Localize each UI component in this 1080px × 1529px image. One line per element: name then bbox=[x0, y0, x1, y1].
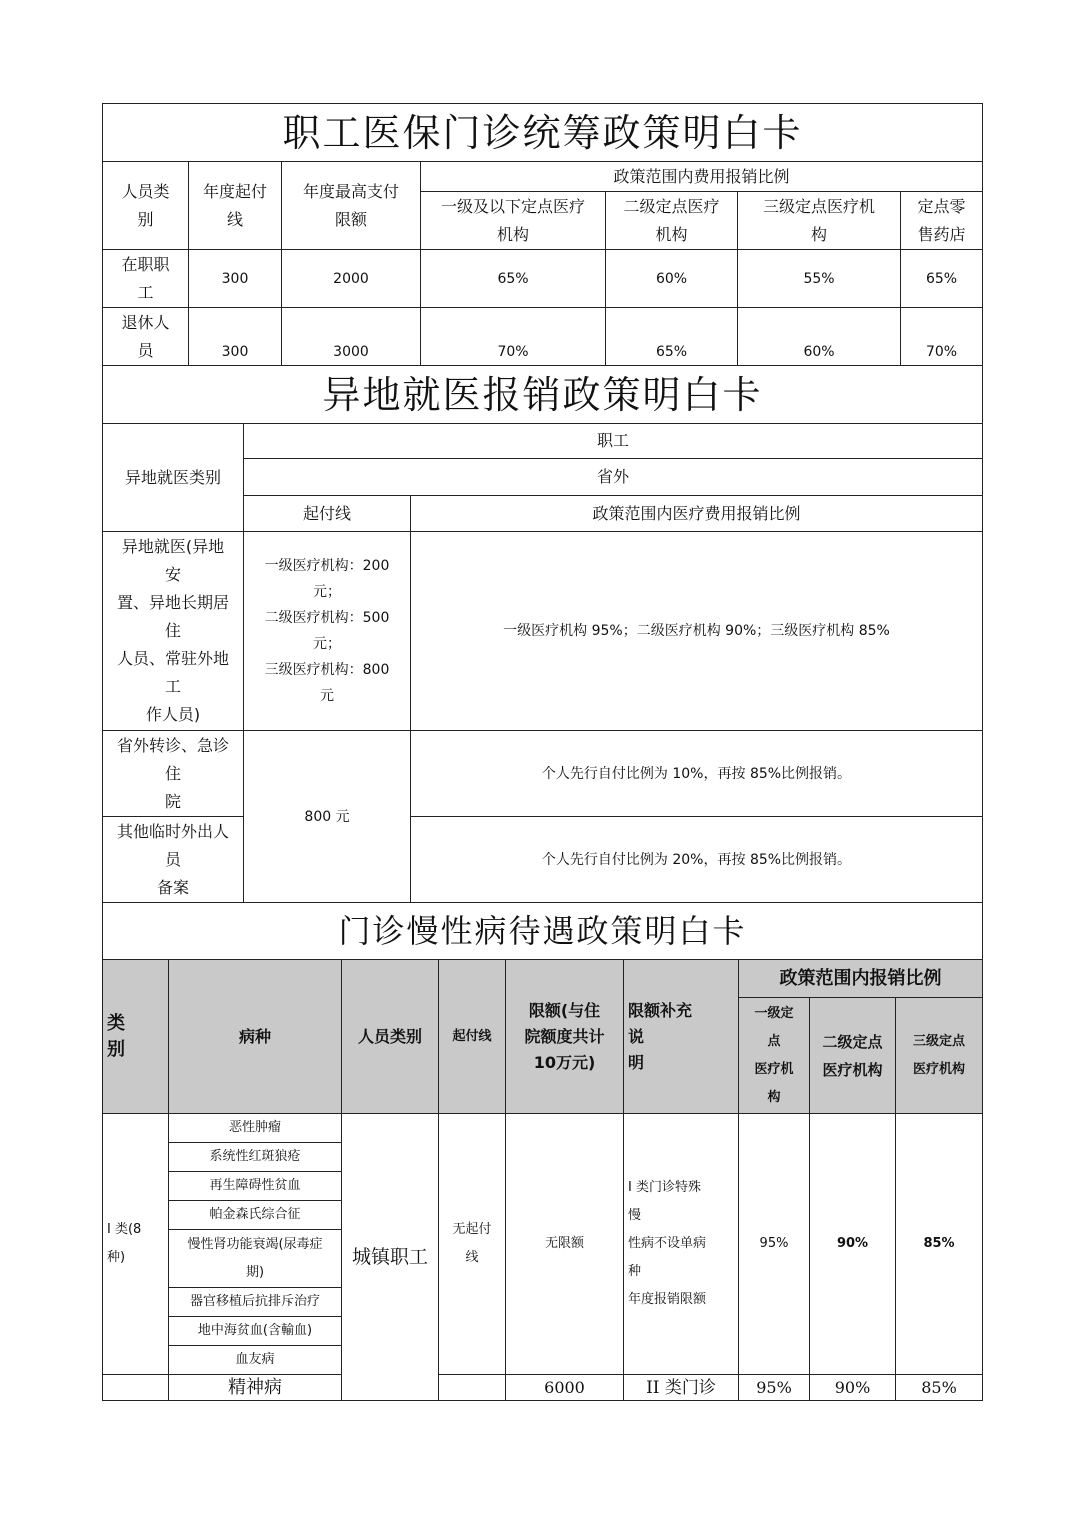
row-person-type: 退休人 员 bbox=[103, 308, 189, 366]
header-deductible: 年度起付 线 bbox=[189, 162, 282, 250]
chronic-disease-table bbox=[102, 902, 983, 1401]
class2-level3: 85% bbox=[896, 1375, 983, 1401]
class2-deductible bbox=[439, 1375, 506, 1401]
offsite-policy-table bbox=[102, 365, 983, 903]
row-deductible: 300 bbox=[189, 308, 282, 366]
row-level2: 65% bbox=[606, 308, 738, 366]
header-ratio-title: 政策范围内费用报销比例 bbox=[421, 162, 983, 192]
offsite-category: 异地就医(异地 安 置、异地长期居 住 人员、常驻外地 工 作人员) bbox=[103, 532, 244, 731]
table-row bbox=[103, 532, 983, 731]
offsite-ratio: 一级医疗机构 95%；二级医疗机构 90%；三级医疗机构 85% bbox=[411, 532, 983, 731]
header-level1: 一级定 点 医疗机 构 bbox=[739, 998, 810, 1114]
header-limit: 限额(与住 院额度共计 10万元) bbox=[506, 960, 624, 1114]
class1-level3: 85% bbox=[896, 1114, 983, 1375]
table-row bbox=[103, 308, 983, 366]
offsite-ratio: 个人先行自付比例为 20%，再按 85%比例报销。 bbox=[411, 817, 983, 903]
class1-level1: 95% bbox=[739, 1114, 810, 1375]
class2-category bbox=[103, 1375, 169, 1401]
offsite-employee-header: 职工 bbox=[244, 424, 983, 459]
row-max: 2000 bbox=[282, 250, 421, 308]
header-pharmacy: 定点零 售药店 bbox=[901, 192, 983, 250]
row-level1: 70% bbox=[421, 308, 606, 366]
outpatient-policy-title: 职工医保门诊统筹政策明白卡 bbox=[103, 104, 983, 162]
offsite-category: 其他临时外出人 员 备案 bbox=[103, 817, 244, 903]
class1-deductible: 无起付 线 bbox=[439, 1114, 506, 1375]
table-row bbox=[103, 250, 983, 308]
class2-level2: 90% bbox=[810, 1375, 896, 1401]
header-level1: 一级及以下定点医疗 机构 bbox=[421, 192, 606, 250]
header-disease: 病种 bbox=[169, 960, 342, 1114]
offsite-category-label: 异地就医类别 bbox=[103, 424, 244, 532]
disease-item: 系统性红斑狼疮 bbox=[169, 1143, 342, 1172]
table-row bbox=[103, 817, 983, 903]
header-level3: 三级定点医疗机 构 bbox=[738, 192, 901, 250]
class2-limit: 6000 bbox=[506, 1375, 624, 1401]
disease-item: 器官移植后抗排斥治疗 bbox=[169, 1288, 342, 1317]
row-person-type: 在职职 工 bbox=[103, 250, 189, 308]
offsite-deductible: 800 元 bbox=[244, 731, 411, 903]
row-level1: 65% bbox=[421, 250, 606, 308]
row-level3: 55% bbox=[738, 250, 901, 308]
class2-disease: 精神病 bbox=[169, 1375, 342, 1401]
chronic-policy-title: 门诊慢性病待遇政策明白卡 bbox=[103, 903, 983, 960]
header-limit-note: 限额补充 说 明 bbox=[624, 960, 739, 1114]
header-level2: 二级定点医疗 机构 bbox=[606, 192, 738, 250]
offsite-deductible: 一级医疗机构：200 元； 二级医疗机构：500 元； 三级医疗机构：800 元 bbox=[244, 532, 411, 731]
header-ratio-title: 政策范围内报销比例 bbox=[739, 960, 983, 998]
header-level2: 二级定点 医疗机构 bbox=[810, 998, 896, 1114]
disease-item: 血友病 bbox=[169, 1346, 342, 1375]
table-row bbox=[103, 1114, 983, 1143]
offsite-category: 省外转诊、急诊 住 院 bbox=[103, 731, 244, 817]
disease-item: 慢性肾功能衰竭(尿毒症 期) bbox=[169, 1230, 342, 1288]
class1-category: I 类(8 种) bbox=[103, 1114, 169, 1375]
offsite-deductible-header: 起付线 bbox=[244, 496, 411, 532]
disease-item: 帕金森氏综合征 bbox=[169, 1201, 342, 1230]
table-row bbox=[103, 1375, 983, 1401]
row-pharmacy: 65% bbox=[901, 250, 983, 308]
header-category: 类 别 bbox=[103, 960, 169, 1114]
row-pharmacy: 70% bbox=[901, 308, 983, 366]
outpatient-policy-table bbox=[102, 103, 983, 366]
disease-item: 恶性肿瘤 bbox=[169, 1114, 342, 1143]
row-max: 3000 bbox=[282, 308, 421, 366]
row-level3: 60% bbox=[738, 308, 901, 366]
class1-limit: 无限额 bbox=[506, 1114, 624, 1375]
class2-note: II 类门诊 bbox=[624, 1375, 739, 1401]
header-person-type: 人员类 别 bbox=[103, 162, 189, 250]
disease-item: 地中海贫血(含輸血) bbox=[169, 1317, 342, 1346]
class1-person-type: 城镇职工 bbox=[342, 1114, 439, 1401]
class1-level2: 90% bbox=[810, 1114, 896, 1375]
row-level2: 60% bbox=[606, 250, 738, 308]
class2-level1: 95% bbox=[739, 1375, 810, 1401]
row-deductible: 300 bbox=[189, 250, 282, 308]
header-person-type: 人员类别 bbox=[342, 960, 439, 1114]
header-max-pay: 年度最高支付 限额 bbox=[282, 162, 421, 250]
offsite-policy-title: 异地就医报销政策明白卡 bbox=[103, 366, 983, 424]
header-deductible: 起付线 bbox=[439, 960, 506, 1114]
offsite-province-header: 省外 bbox=[244, 459, 983, 496]
offsite-ratio-header: 政策范围内医疗费用报销比例 bbox=[411, 496, 983, 532]
offsite-ratio: 个人先行自付比例为 10%，再按 85%比例报销。 bbox=[411, 731, 983, 817]
header-level3: 三级定点 医疗机构 bbox=[896, 998, 983, 1114]
disease-item: 再生障碍性贫血 bbox=[169, 1172, 342, 1201]
table-row bbox=[103, 731, 983, 817]
class1-note: I 类门诊特殊 慢 性病不设单病 种 年度报销限额 bbox=[624, 1114, 739, 1375]
